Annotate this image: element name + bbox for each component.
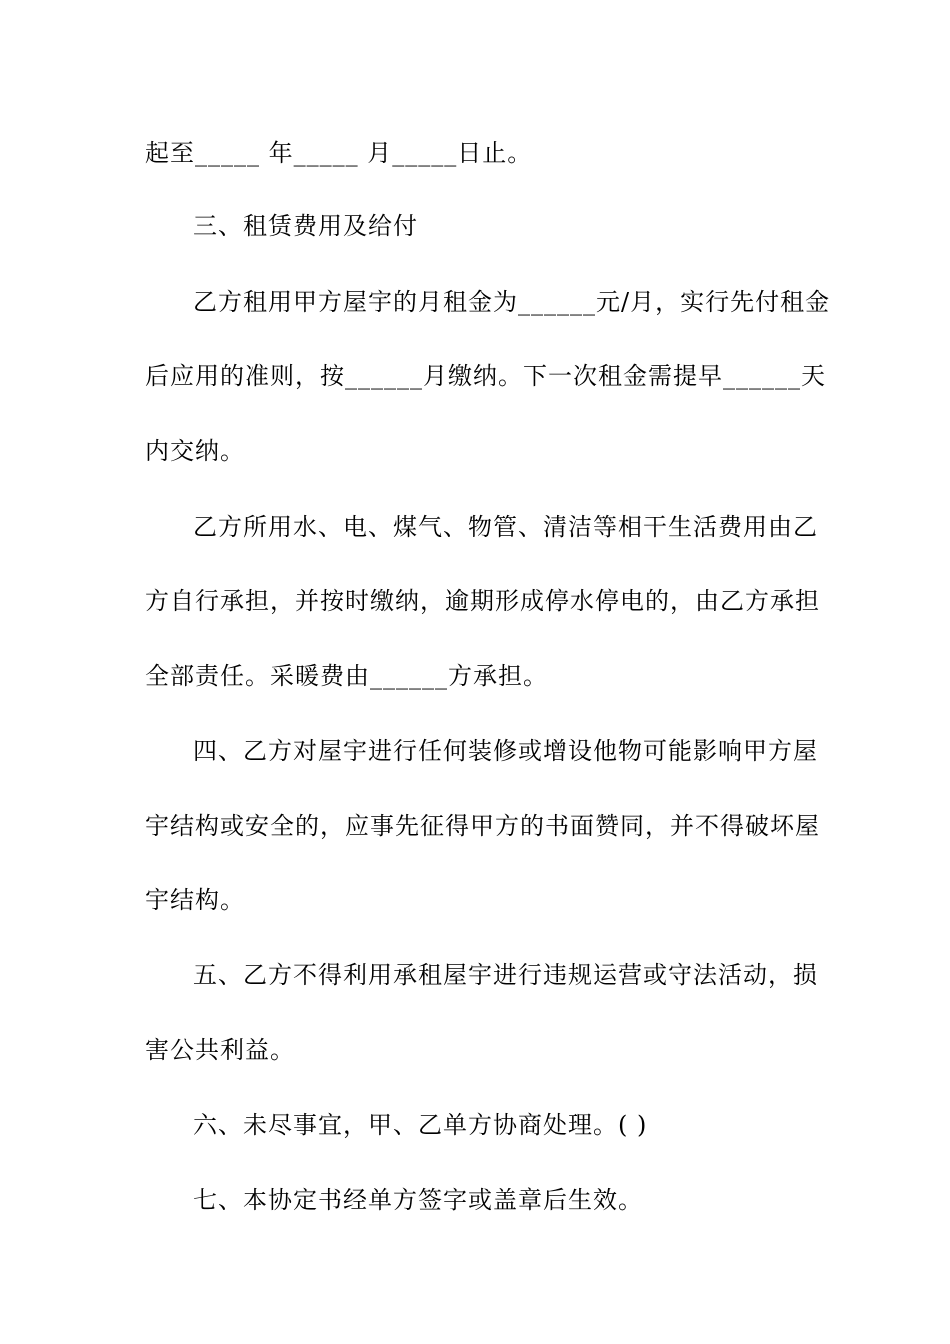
section-3-heading: 三、租赁费用及给付 (193, 212, 418, 240)
rent-paragraph-line-1: 乙方租用甲方屋宇的月租金为______元/月，实行先付租金 (193, 288, 831, 316)
section-4-line-3: 宇结构。 (145, 886, 245, 914)
section-6-line: 六、未尽事宜，甲、乙单方协商处理。( ) (193, 1111, 648, 1139)
term-end-date-line: 起至_____ 年_____ 月_____日止。 (145, 139, 533, 167)
rent-paragraph-line-3: 内交纳。 (145, 437, 245, 465)
section-4-line-1: 四、乙方对屋宇进行任何装修或增设他物可能影响甲方屋 (193, 737, 818, 765)
utilities-paragraph-line-1: 乙方所用水、电、煤气、物管、清洁等相干生活费用由乙 (193, 513, 818, 541)
section-4-line-2: 宇结构或安全的，应事先征得甲方的书面赞同，并不得破坏屋 (145, 812, 820, 840)
section-7-line: 七、本协定书经单方签字或盖章后生效。 (193, 1186, 643, 1214)
rent-paragraph-line-2: 后应用的准则，按______月缴纳。下一次租金需提早______天 (145, 362, 826, 390)
section-5-line-1: 五、乙方不得利用承租屋宇进行违规运营或守法活动，损 (193, 961, 818, 989)
utilities-paragraph-line-2: 方自行承担，并按时缴纳，逾期形成停水停电的，由乙方承担 (145, 587, 820, 615)
utilities-paragraph-line-3: 全部责任。采暖费由______方承担。 (145, 662, 548, 690)
section-5-line-2: 害公共利益。 (145, 1036, 295, 1064)
